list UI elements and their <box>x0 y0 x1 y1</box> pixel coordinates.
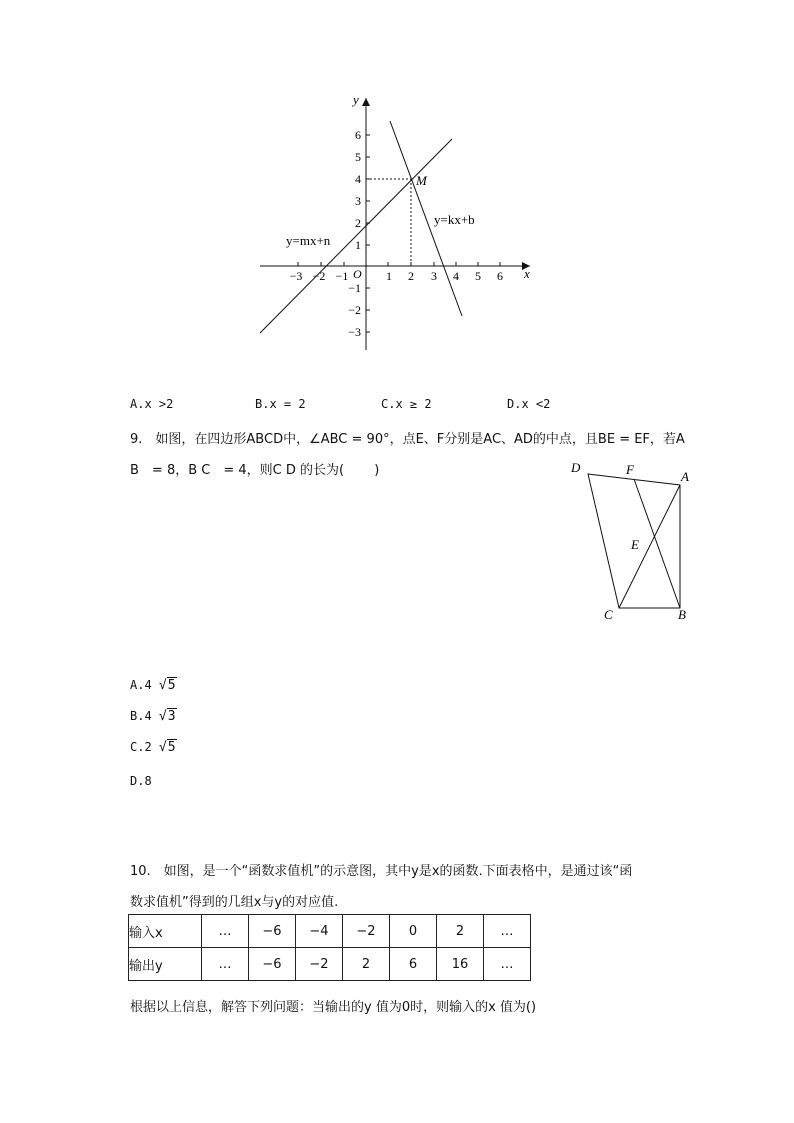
x-tick-label: −3 <box>289 269 303 283</box>
x-tick-label: 2 <box>408 269 414 283</box>
vertex-d-label: D <box>571 460 581 475</box>
table-cell: … <box>202 948 249 981</box>
option-text: C.2 <box>130 740 152 754</box>
sqrt-icon: √ <box>158 678 167 693</box>
q8-coordinate-graph <box>0 0 794 380</box>
x-tick-label: 1 <box>386 269 392 283</box>
y-tick-label: 5 <box>355 150 361 164</box>
q10-question: 根据以上信息，解答下列问题：当输出的y 值为0时，则输入的x 值为() <box>130 1000 537 1015</box>
radicand: 3 <box>167 709 176 724</box>
q10-stem-line2: 数求值机”得到的几组x与y的对应值. <box>130 895 339 910</box>
sqrt-icon: √ <box>158 709 167 724</box>
x-tick-label: 4 <box>453 269 459 283</box>
y-tick-label: −3 <box>348 325 361 339</box>
table-cell: −4 <box>296 915 343 948</box>
y-tick-label: 3 <box>355 194 361 208</box>
vertex-a-label: A <box>681 469 689 484</box>
table-cell: −6 <box>249 915 296 948</box>
table-cell: 0 <box>390 915 437 948</box>
q9-stem-line1: 9. 如图，在四边形ABCD中，∠ABC = 90°，点E、F分别是AC、AD的中点，且BE = EF，若A <box>130 432 685 447</box>
option-text: B.4 <box>130 709 152 723</box>
table-cell: −2 <box>296 948 343 981</box>
table-cell: −2 <box>343 915 390 948</box>
point-m-label: M <box>416 173 427 188</box>
q8-option-d[interactable]: D.x <2 <box>507 397 551 411</box>
x-tick-label: −1 <box>335 269 349 283</box>
table-row <box>129 915 531 948</box>
table-cell: … <box>484 948 531 981</box>
x-tick-label: 3 <box>431 269 437 283</box>
q9-option-d[interactable]: D.8 <box>130 774 152 788</box>
y-tick-label: 4 <box>355 172 361 186</box>
origin-label: O <box>353 267 362 281</box>
diagonal-ac <box>619 485 680 608</box>
y-tick-label: −1 <box>348 281 361 295</box>
vertex-c-label: C <box>604 607 613 622</box>
q9-quadrilateral-figure <box>560 455 700 630</box>
y-tick-label: 1 <box>355 238 361 252</box>
line2-label: y=kx+b <box>434 212 475 227</box>
q8-option-a[interactable]: A.x >2 <box>130 397 174 411</box>
table-cell: 输入x <box>129 915 202 948</box>
q9-option-a[interactable] <box>130 678 177 693</box>
x-tick-label: 5 <box>475 269 481 283</box>
table-cell: −6 <box>249 948 296 981</box>
q10-stem-line1: 10. 如图，是一个“函数求值机”的示意图，其中y是x的函数.下面表格中，是通过该“函 <box>130 864 633 879</box>
table-cell: 16 <box>437 948 484 981</box>
table-row <box>129 948 531 981</box>
q9-option-b[interactable] <box>130 709 177 724</box>
sqrt-icon: √ <box>158 740 167 755</box>
q10-value-table <box>128 914 531 981</box>
q8-option-c[interactable]: C.x ≥ 2 <box>381 397 432 411</box>
point-f-label: F <box>626 462 634 477</box>
q8-option-b[interactable]: B.x = 2 <box>255 397 306 411</box>
y-tick-label: 2 <box>355 216 361 230</box>
q9-option-c[interactable] <box>130 740 177 755</box>
table-cell: 2 <box>437 915 484 948</box>
option-text: A.4 <box>130 678 152 692</box>
axis-y-label: y <box>353 92 359 107</box>
line1-label: y=mx+n <box>286 233 331 248</box>
radicand: 5 <box>167 678 176 693</box>
y-tick-label: 6 <box>355 128 361 142</box>
table-cell: 6 <box>390 948 437 981</box>
table-cell: … <box>202 915 249 948</box>
x-tick-label: 6 <box>497 269 503 283</box>
table-cell: 2 <box>343 948 390 981</box>
point-e-label: E <box>631 537 639 552</box>
y-tick-label: −2 <box>348 303 361 317</box>
radicand: 5 <box>167 740 176 755</box>
table-cell: 输出y <box>129 948 202 981</box>
table-cell: … <box>484 915 531 948</box>
q9-stem-line2: B = 8，B C = 4，则C D 的长为( ) <box>130 463 380 478</box>
axis-x-label: x <box>524 266 530 281</box>
vertex-b-label: B <box>678 607 686 622</box>
x-tick-label: −2 <box>312 269 326 283</box>
y-axis-arrow <box>362 98 370 106</box>
